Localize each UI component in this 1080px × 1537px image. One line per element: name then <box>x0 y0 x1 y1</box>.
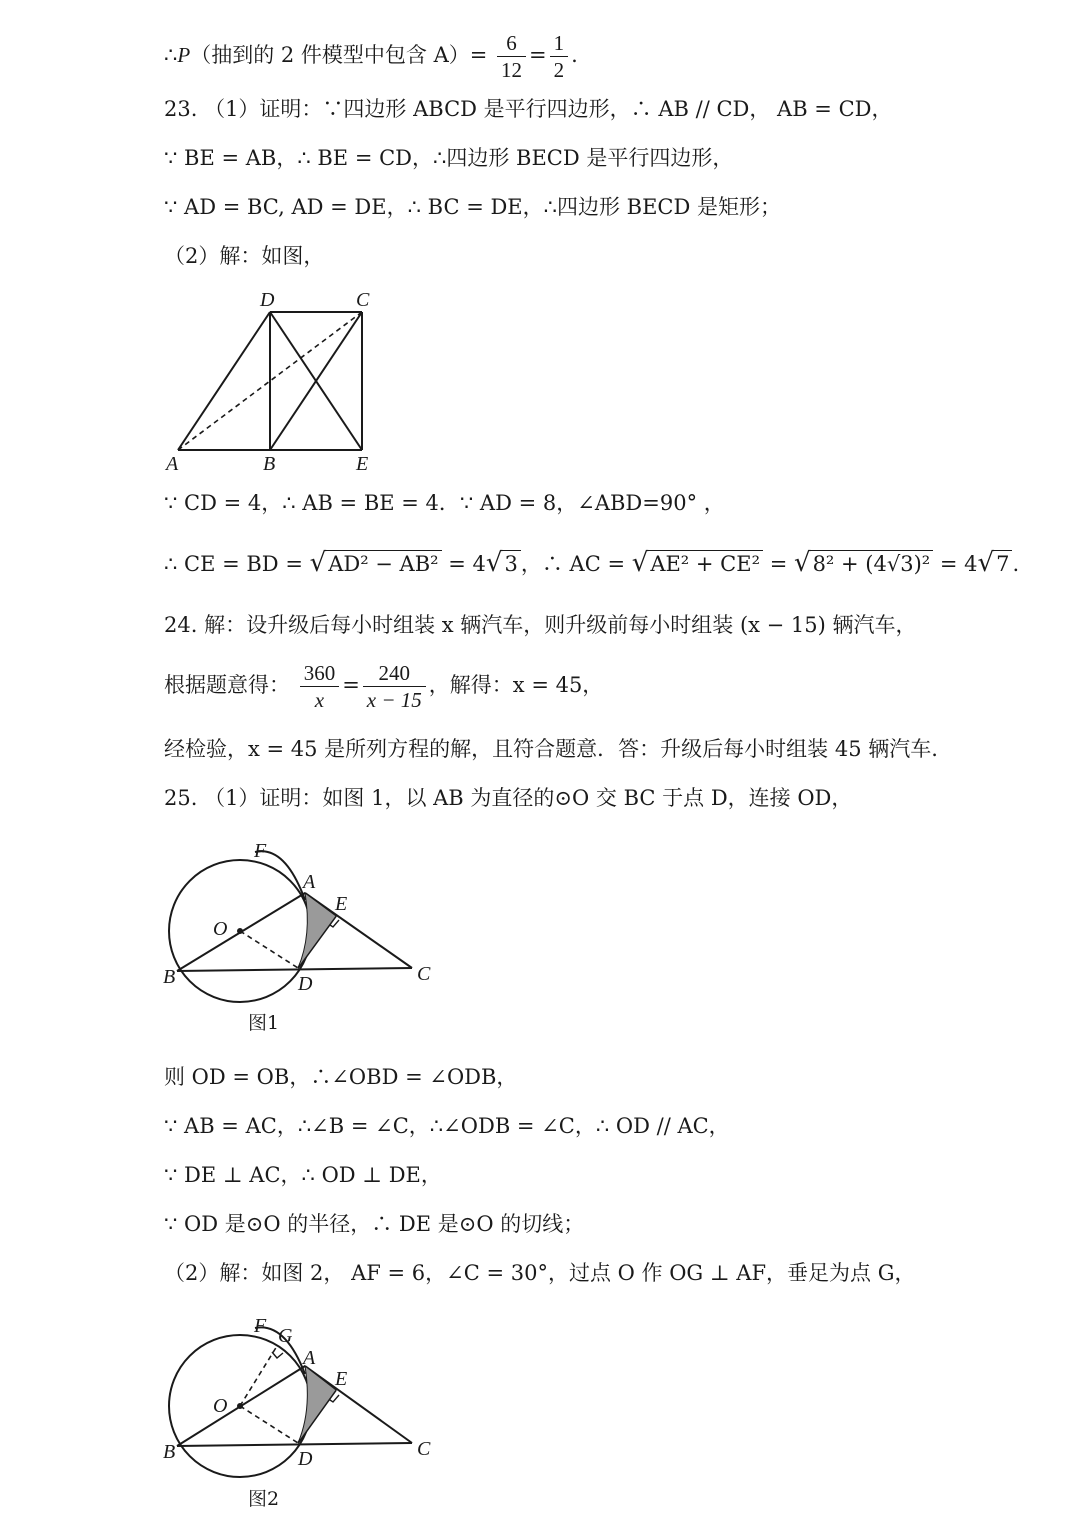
label-E: E <box>335 1368 348 1390</box>
q25-part1-line4: ∵ OD 是⊙O 的半径，∴ DE 是⊙O 的切线； <box>164 1212 585 1236</box>
line-probability: ∴P（抽到的 2 件模型中包含 A）= $\frac{6}{12}$ = $\frac{1}{2}$ . <box>164 31 578 82</box>
radicand-7: 7 <box>993 550 1012 577</box>
figure-1-caption: 图1 <box>248 1012 280 1034</box>
q25-part1-line1: 则 OD = OB，∴∠OBD = ∠ODB， <box>164 1065 518 1089</box>
q23-part1-line1: 23. （1）证明：∵四边形 ABCD 是平行四边形，∴ AB // CD， AB = CD， <box>164 97 893 121</box>
q25-part2-heading: （2）解：如图 2， AF = 6，∠C = 30°，过点 O 作 OG ⊥ AF，垂足为点 G， <box>164 1261 916 1285</box>
label-D: D <box>298 1448 313 1470</box>
q24-line2: 根据题意得： $\frac{360}{x}$ = $\frac{240}{x - 15}$ ，解得：x = 45， <box>164 661 604 712</box>
radicand-ae-ce: AE² + CE² <box>647 550 763 577</box>
q24-line3: 经检验，x = 45 是所列方程的解，且符合题意．答：升级后每小时组装 45 辆汽车. <box>164 737 938 761</box>
q25-part1-heading: 25. （1）证明：如图 1，以 AB 为直径的⊙O 交 BC 于点 D，连接 OD， <box>164 786 853 810</box>
label-D: D <box>298 973 313 995</box>
radicand-8-4root3: 8² + (4√3)² <box>810 550 934 577</box>
label-D: D <box>260 289 275 311</box>
label-C: C <box>417 1438 431 1460</box>
q23-part2-heading: （2）解：如图， <box>164 244 325 268</box>
fraction-6-12: $\frac{6}{12}$ <box>497 30 526 83</box>
q25-part1-line2: ∵ AB = AC，∴∠B = ∠C，∴∠ODB = ∠C，∴ OD // AC， <box>164 1114 730 1138</box>
label-A: A <box>303 871 316 893</box>
therefore-symbol: ∴ <box>164 43 178 67</box>
fraction-360-x: $\frac{360}{x}$ <box>300 660 340 713</box>
label-F: F <box>254 840 267 862</box>
prob-symbol: P <box>177 43 191 67</box>
label-B: B <box>163 966 176 988</box>
q23-part2-line2: ∴ CE = BD = √AD² − AB² = 4√3 ，∴ AC = √AE² + CE² = √8² + (4√3)² = 4√7 . <box>164 548 1020 578</box>
prob-text: （抽到的 2 件模型中包含 A）= <box>190 43 488 67</box>
circle-figure-1 <box>155 835 445 1035</box>
q23-part2-line1: ∵ CD = 4，∴ AB = BE = 4．∵ AD = 8，∠ABD=90° ， <box>164 491 725 515</box>
figure-2-caption: 图2 <box>248 1488 280 1510</box>
radicand-3: 3 <box>501 550 520 577</box>
label-E: E <box>356 453 369 475</box>
q24-line1: 24. 解：设升级后每小时组装 x 辆汽车，则升级前每小时组装 (x − 15) 辆汽车， <box>164 613 917 637</box>
rectangle-figure <box>160 282 390 478</box>
label-A: A <box>303 1347 316 1369</box>
q25-part1-line3: ∵ DE ⊥ AC，∴ OD ⊥ DE， <box>164 1163 442 1187</box>
label-G: G <box>278 1325 293 1347</box>
radical-sign: √ <box>309 548 327 578</box>
circle-figure-2 <box>155 1308 445 1508</box>
radicand-ad-ab: AD² − AB² <box>325 550 441 577</box>
label-C: C <box>356 289 370 311</box>
label-A: A <box>166 453 179 475</box>
label-O: O <box>213 918 228 940</box>
label-E: E <box>335 893 348 915</box>
label-O: O <box>213 1395 228 1417</box>
label-B: B <box>163 1441 176 1463</box>
q23-part1-line2: ∵ BE = AB，∴ BE = CD，∴四边形 BECD 是平行四边形， <box>164 146 734 170</box>
fraction-1-2: $\frac{1}{2}$ <box>550 30 569 83</box>
label-B: B <box>263 453 276 475</box>
label-F: F <box>254 1315 267 1337</box>
q23-part1-line3: ∵ AD = BC, AD = DE，∴ BC = DE，∴四边形 BECD 是矩形； <box>164 195 782 219</box>
label-C: C <box>417 963 431 985</box>
fraction-240-x15: $\frac{240}{x - 15}$ <box>363 660 426 713</box>
